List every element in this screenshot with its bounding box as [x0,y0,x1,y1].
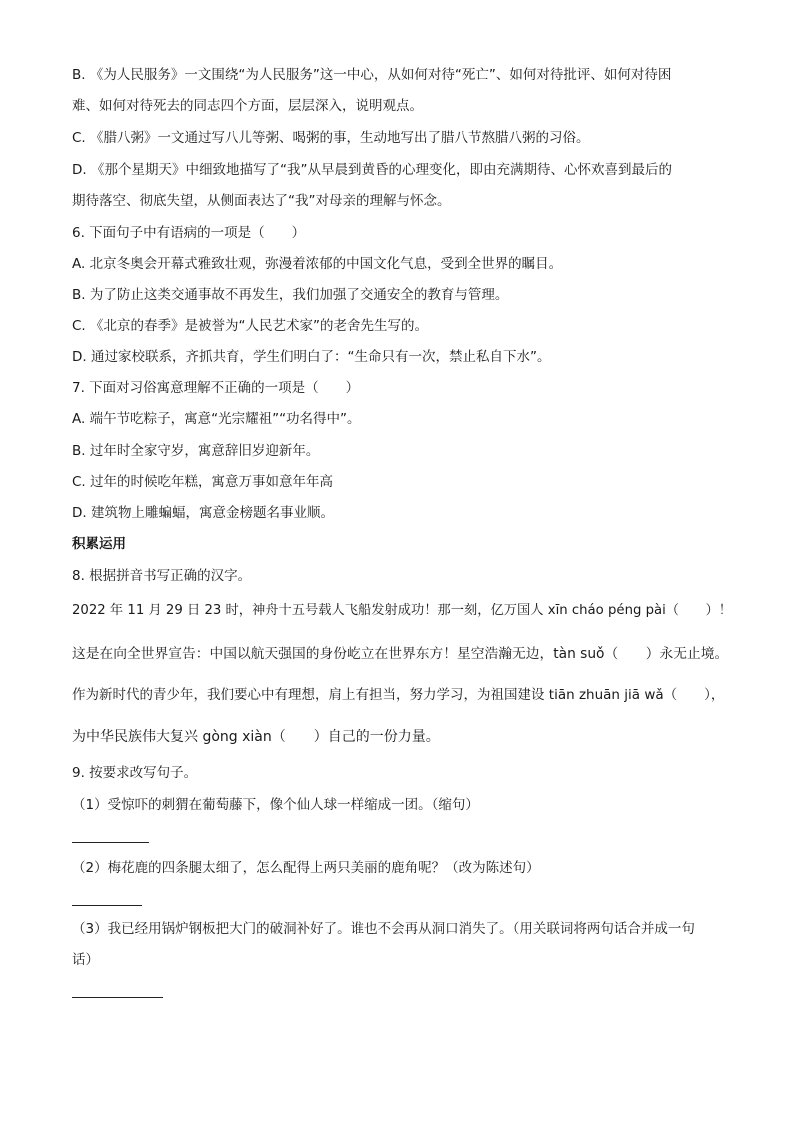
answer-line-3 [72,997,163,998]
question-6-option-b: B. 为了防止这类交通事故不再发生，我们加强了交通安全的教育与管理。 [72,287,509,303]
question-9-item-1: （1）受惊吓的刺猬在葡萄藤下，像个仙人球一样缩成一团。（缩句） [72,797,479,813]
question-8-passage-line-4: 为中华民族伟大复兴 gòng xiàn（ ）自己的一份力量。 [72,729,440,745]
option-b-line-2: 难、如何对待死去的同志四个方面，层层深入，说明观点。 [72,98,423,114]
question-7-option-a: A. 端午节吃粽子，寓意“光宗耀祖”“功名得中”。 [72,411,361,427]
section-title: 积累运用 [72,536,126,552]
option-d-line-1: D. 《那个星期天》中细致地描写了“我”从早晨到黄昏的心理变化，即由充满期待、心怀欢喜到最后的 [72,162,672,178]
question-6-stem: 6. 下面句子中有语病的一项是（ ） [72,225,306,241]
question-7-stem: 7. 下面对习俗寓意理解不正确的一项是（ ） [72,380,360,396]
option-b-line-1: B. 《为人民服务》一文围绕“为人民服务”这一中心，从如何对待“死亡”、如何对待批评、如何对待困 [72,67,672,83]
answer-line-2 [72,905,142,906]
question-9-stem: 9. 按要求改写句子。 [72,765,198,781]
option-d-line-2: 期待落空、彻底失望，从侧面表达了“我”对母亲的理解与怀念。 [72,193,451,209]
question-8-stem: 8. 根据拼音书写正确的汉字。 [72,568,252,584]
question-6-option-d: D. 通过家校联系，齐抓共育，学生们明白了：“生命只有一次，禁止私自下水”。 [72,349,551,365]
question-7-option-b: B. 过年时全家守岁，寓意辞旧岁迎新年。 [72,443,320,459]
answer-line-1 [72,842,149,843]
question-8-passage-line-2: 这是在向全世界宣告：中国以航天强国的身份屹立在世界东方！星空浩瀚无边，tàn suǒ（ ）永无止境。 [72,646,729,662]
question-7-option-d: D. 建筑物上雕蝙蝠，寓意金榜题名事业顺。 [72,505,334,521]
question-8-passage-line-1: 2022 年 11 月 29 日 23 时，神舟十五号载人飞船发射成功！那一刻，亿万国人 xīn cháo péng pài（ ）！ [72,603,733,618]
question-8-passage-line-3: 作为新时代的青少年，我们要心中有理想，肩上有担当，努力学习，为祖国建设 tiān zhuān jiā wǎ（ ）， [72,687,725,703]
option-c-line: C. 《腊八粥》一文通过写八儿等粥、喝粥的事，生动地写出了腊八节熬腊八粥的习俗。 [72,130,590,146]
question-9-item-3-line-2: 话） [72,952,99,968]
question-7-option-c: C. 过年的时候吃年糕，寓意万事如意年年高 [72,474,334,490]
question-9-item-3-line-1: （3）我已经用锅炉钢板把大门的破洞补好了。谁也不会再从洞口消失了。（用关联词将两句话合并成一句 [72,921,695,937]
question-6-option-a: A. 北京冬奥会开幕式雅致壮观，弥漫着浓郁的中国文化气息，受到全世界的瞩目。 [72,256,563,272]
question-6-option-c: C. 《北京的春季》是被誉为“人民艺术家”的老舍先生写的。 [72,318,428,334]
question-9-item-2: （2）梅花鹿的四条腿太细了，怎么配得上两只美丽的鹿角呢？（改为陈述句） [72,860,540,876]
